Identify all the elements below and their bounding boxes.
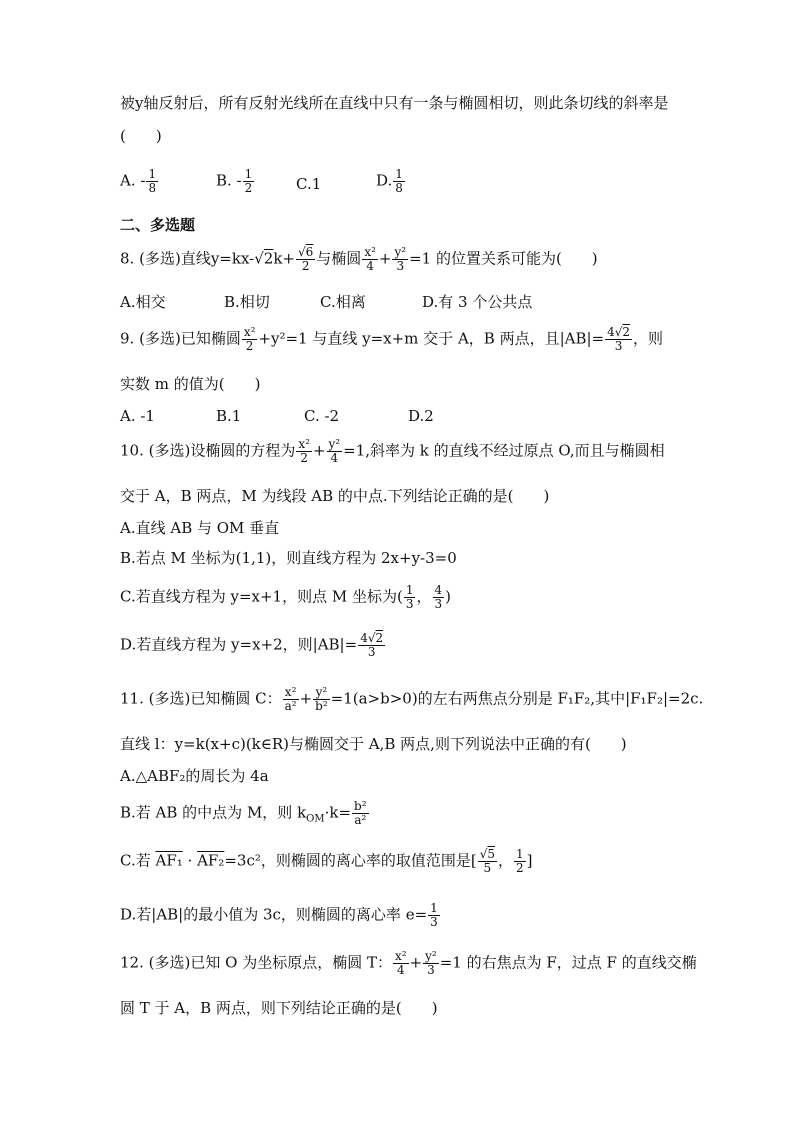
q7-option-d-fraction: $\frac{1}{8}$ <box>395 167 403 195</box>
q10-ellipse-y-term: $\frac{\text{y²}}{4}$ <box>328 437 341 465</box>
q10-option-a: A.直线 AB 与 OM 垂直 <box>120 519 280 537</box>
q10-stem-line: 10. (多选)设椭圆的方程为 $\frac{\text{x²}}{2}$ + $\frac{\text{y²}}{4}$ =1,斜率为 k 的直线不经过原点 O,而且与椭圆相 <box>120 437 665 465</box>
q11-option-c-frac1: $\frac{√5}{5}$ <box>479 847 496 875</box>
q11-option-b: B.若 AB 的中点为 M，则 $k_{OM}\cdot k=$ $\frac{\text{b²}}{\text{a²}}$ <box>120 799 367 827</box>
q7-option-b: B. - $\frac{1}{2}$ <box>216 167 253 195</box>
q9-ellipse-x-term: $\frac{\text{x²}}{2}$ <box>243 325 256 353</box>
q8-multi-tag: (多选) <box>139 249 181 268</box>
q7-option-c: C.1 <box>296 175 322 193</box>
q11-option-d-fraction: $\frac{1}{3}$ <box>430 901 438 929</box>
q10-option-c-frac2: $\frac{4}{3}$ <box>434 583 443 611</box>
q9-option-d: D.2 <box>408 407 434 425</box>
q8-option-b: B.相切 <box>224 293 270 311</box>
q11-vector-af1: AF₁ <box>155 851 183 870</box>
q8-ellipse-y-term: $\frac{\text{y²}}{3}$ <box>394 245 407 273</box>
q9-stem-line: 9. (多选)已知椭圆 $\frac{\text{x²}}{2}$ +y²=1 与直线 y=x+m 交于 A，B 两点，且|AB|= $\frac{4√2}{3}$ ，则 <box>120 325 664 353</box>
q7-option-b-fraction: $\frac{1}{2}$ <box>244 167 253 195</box>
q7-option-a: A. - $\frac{1}{8}$ <box>120 167 157 195</box>
q10-option-d: D.若直线方程为 y=x+2，则|AB|= $\frac{4√2}{3}$ <box>120 631 384 659</box>
q11-option-b-fraction: $\frac{\text{b²}}{\text{a²}}$ <box>354 799 367 827</box>
q9-option-a: A. -1 <box>120 407 155 425</box>
q10-line2: 交于 A，B 两点，M 为线段 AB 的中点.下列结论正确的是( ) <box>120 487 550 505</box>
q12-multi-tag: (多选) <box>148 953 191 972</box>
q12-ellipse-x-term: $\frac{\text{x²}}{4}$ <box>394 949 407 977</box>
q9-line2: 实数 m 的值为( ) <box>120 375 261 393</box>
q11-option-c: C.若 AF₁ · AF₂=3c²，则椭圆的离心率的取值范围是[ $\frac{√5}{5}$ ， $\frac{1}{2}$ ] <box>120 847 533 875</box>
q11-ellipse-x-term: $\frac{\text{x²}}{\text{a²}}$ <box>284 685 297 713</box>
q10-option-c: C.若直线方程为 y=x+1，则点 M 坐标为( $\frac{1}{3}$ ， $\frac{4}{3}$ ) <box>120 583 451 611</box>
q8-stem-line: 8. (多选)直线y=kx-√2k+ $\frac{√6}{2}$ 与椭圆 $\frac{\text{x²}}{4}$ + $\frac{\text{y²}}{3}$ =1 的位置关系可能为( ) <box>120 245 598 273</box>
q12-line2: 圆 T 于 A，B 两点，则下列结论正确的是( ) <box>120 999 438 1017</box>
q12-stem-line: 12. (多选)已知 O 为坐标原点，椭圆 T： $\frac{\text{x²}}{4}$ + $\frac{\text{y²}}{3}$ =1 的右焦点为 F，过点 F 的直线交椭 <box>120 949 697 977</box>
q11-vector-af2: AF₂ <box>197 851 225 870</box>
q12-ellipse-y-term: $\frac{\text{y²}}{3}$ <box>425 949 437 977</box>
q8-option-a: A.相交 <box>120 293 166 311</box>
q10-option-d-fraction: $\frac{4√2}{3}$ <box>360 631 384 659</box>
section-title: 二、多选题 <box>120 216 196 234</box>
q11-option-c-frac2: $\frac{1}{2}$ <box>516 847 524 875</box>
q7-stem-text: 被y轴反射后，所有反射光线所在直线中只有一条与椭圆相切，则此条切线的斜率是 <box>120 94 669 112</box>
q10-option-b: B.若点 M 坐标为(1,1)，则直线方程为 2x+y-3=0 <box>120 549 457 567</box>
q11-stem-line: 11. (多选)已知椭圆 C： $\frac{\text{x²}}{\text{a²}}$ + $\frac{\text{y²}}{\text{b²}}$ =1(a>b>0)的左右两焦点分别是 F₁F₂,其中|F₁F₂|=2c. <box>120 685 704 713</box>
q8-sqrt2: √2 <box>254 249 274 268</box>
q8-ellipse-x-term: $\frac{\text{x²}}{4}$ <box>364 245 376 273</box>
q7-answer-paren: ( ) <box>120 127 162 145</box>
q9-ab-length: $\frac{4√2}{3}$ <box>607 325 631 353</box>
q11-multi-tag: (多选) <box>148 689 191 708</box>
q9-option-c: C. -2 <box>304 407 340 425</box>
q7-option-a-fraction: $\frac{1}{8}$ <box>148 167 157 195</box>
q11-ellipse-y-term: $\frac{\text{y²}}{\text{b²}}$ <box>315 685 328 713</box>
q7-option-d: D. $\frac{1}{8}$ <box>376 167 403 195</box>
q9-multi-tag: (多选) <box>139 329 181 348</box>
q11-option-d: D.若|AB|的最小值为 3c，则椭圆的离心率 e= $\frac{1}{3}$ <box>120 901 438 929</box>
q8-option-d: D.有 3 个公共点 <box>422 293 533 311</box>
q10-multi-tag: (多选) <box>148 441 191 460</box>
q8-option-c: C.相离 <box>320 293 366 311</box>
q7-stem-line <box>120 93 668 113</box>
q11-option-a: A.△ABF₂的周长为 4a <box>120 767 269 785</box>
q9-option-b: B.1 <box>216 407 242 425</box>
q10-option-c-frac1: $\frac{1}{3}$ <box>405 583 414 611</box>
q11-line2: 直线 l：y=k(x+c)(k∈R)与椭圆交于 A,B 两点,则下列说法中正确的有( ) <box>120 735 627 753</box>
q8-sqrt6-fraction: $\frac{√6}{2}$ <box>298 245 314 273</box>
q7-paren-line <box>120 126 162 146</box>
q10-ellipse-x-term: $\frac{\text{x²}}{2}$ <box>298 437 310 465</box>
